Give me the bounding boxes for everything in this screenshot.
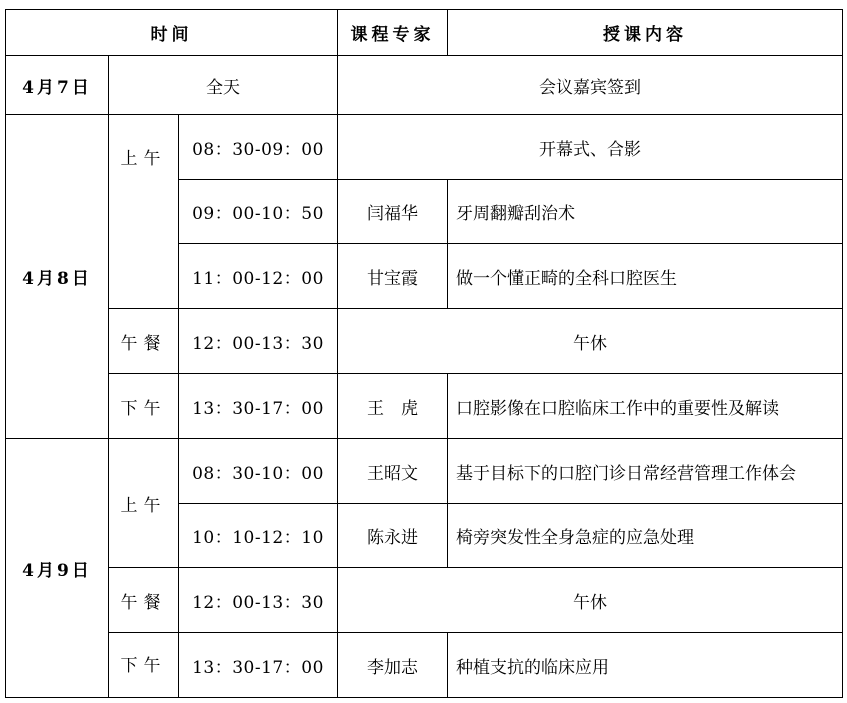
content-cell: 午休: [338, 568, 843, 633]
time-cell: 08：30-10：00: [179, 439, 338, 504]
day1-row: [6, 56, 843, 115]
table-row: [6, 633, 843, 698]
content-cell: 椅旁突发性全身急症的应急处理: [448, 504, 843, 568]
time-cell: 08：30-09：00: [179, 115, 338, 180]
period-morning: 上午: [109, 439, 179, 568]
header-expert: 课程专家: [338, 10, 448, 56]
table-row: [6, 115, 843, 180]
content-cell: 做一个懂正畸的全科口腔医生: [448, 244, 843, 309]
period-morning: [109, 115, 179, 309]
time-cell: 10：10-12：10: [179, 504, 338, 568]
content-cell: 口腔影像在口腔临床工作中的重要性及解读: [448, 374, 843, 439]
time-cell: 13：30-17：00: [179, 374, 338, 439]
header-content: 授课内容: [448, 10, 843, 56]
table-row: [6, 439, 843, 504]
schedule-table: [5, 9, 843, 698]
content-cell: 基于目标下的口腔门诊日常经营管理工作体会: [448, 439, 843, 504]
period-lunch: 午餐: [109, 309, 179, 374]
header-row: [6, 10, 843, 56]
period-lunch: 午餐: [109, 568, 179, 633]
date-cell: 4月7日: [6, 56, 109, 115]
table-row: [6, 568, 843, 633]
header-time: 时间: [6, 10, 338, 56]
period-afternoon: [109, 633, 179, 698]
expert-cell: 王 虎: [338, 374, 448, 439]
expert-cell: 王昭文: [338, 439, 448, 504]
period-label: 上午: [120, 149, 167, 169]
expert-cell: 闫福华: [338, 180, 448, 244]
period-afternoon: 下午: [109, 374, 179, 439]
expert-cell: 陈永进: [338, 504, 448, 568]
table-row: [6, 374, 843, 439]
time-cell: 12：00-13：30: [179, 309, 338, 374]
all-day-cell: 全天: [109, 56, 338, 115]
content-cell: 种植支抗的临床应用: [448, 633, 843, 698]
time-cell: 11：00-12：00: [179, 244, 338, 309]
time-cell: 12：00-13：30: [179, 568, 338, 633]
content-cell: 午休: [338, 309, 843, 374]
time-cell: 13：30-17：00: [179, 633, 338, 698]
date-cell: 4月9日: [6, 439, 109, 698]
content-cell: 牙周翻瓣刮治术: [448, 180, 843, 244]
time-cell: 09：00-10：50: [179, 180, 338, 244]
date-cell: 4月8日: [6, 115, 109, 439]
period-label: 下午: [120, 656, 167, 676]
content-cell: 开幕式、合影: [338, 115, 843, 180]
expert-cell: 李加志: [338, 633, 448, 698]
expert-cell: 甘宝霞: [338, 244, 448, 309]
table-row: [6, 309, 843, 374]
content-cell: 会议嘉宾签到: [338, 56, 843, 115]
